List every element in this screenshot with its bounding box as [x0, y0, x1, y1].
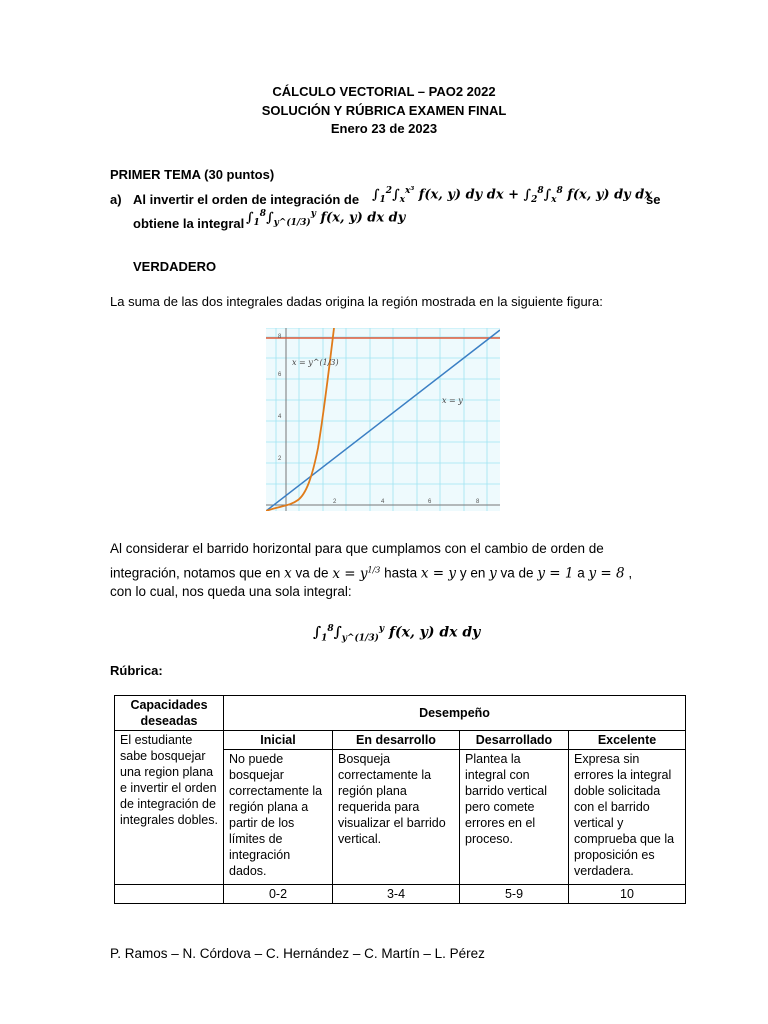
y-tick-6: 6 [278, 372, 282, 378]
level-inicial: Inicial [224, 731, 333, 750]
y-tick-4: 4 [278, 414, 282, 420]
desc-excelente: Expresa sin errores la integral doble solicitada con el barrido vertical y comprueba que la proposición es verdadera. [569, 750, 686, 885]
item-label: a) [110, 192, 122, 207]
tema-heading: PRIMER TEMA (30 puntos) [110, 167, 275, 182]
para-line-3: con lo cual, nos queda una sola integral: [110, 584, 352, 599]
para-line-2: integración, notamos que en x va de $x = y^{1/3}$ hasta x = y y en y va de y = 1 a y = 8 , [110, 565, 633, 582]
final-integral: $\int_1^8\int_{y\^{}(1/3)}^y$ f(x, y) dx dy [313, 624, 481, 644]
level-en-desarrollo: En desarrollo [333, 731, 460, 750]
header-desempeno: Desempeño [224, 696, 686, 731]
region-graph [266, 328, 500, 511]
desc-en-desarrollo: Bosqueja correctamente la región plana requerida para visualizar el barrido vertical. [333, 750, 460, 885]
footer-authors: P. Ramos – N. Córdova – C. Hernández – C. Martín – L. Pérez [110, 946, 485, 961]
answer-true: VERDADERO [133, 259, 217, 274]
statement-part-a: Al invertir el orden de integración de [133, 192, 360, 207]
x-tick-8: 8 [476, 499, 480, 505]
desc-desarrollado: Plantea la integral con barrido vertical pero comete errores en el proceso. [460, 750, 569, 885]
doc-title: CÁLCULO VECTORIAL – PAO2 2022 [272, 84, 496, 99]
desc-inicial: No puede bosquejar correctamente la región plana a partir de los límites de integración dados. [224, 750, 333, 885]
score-excelente: 10 [569, 885, 686, 904]
header-capacidades: Capacidades deseadas [115, 696, 224, 731]
label-line: x = y [442, 396, 463, 405]
statement-part-b: obtiene la integral [133, 216, 245, 231]
label-curve: x = y^(1/3) [292, 358, 339, 367]
statement-se: se [646, 192, 661, 207]
x-tick-6: 6 [428, 499, 432, 505]
para-line-1: Al considerar el barrido horizontal para que cumplamos con el cambio de orden de [110, 541, 604, 556]
rubric-title: Rúbrica: [110, 663, 163, 678]
level-desarrollado: Desarrollado [460, 731, 569, 750]
score-en-desarrollo: 3-4 [333, 885, 460, 904]
inverted-integral: $\int_1^8\int_{y\^{}(1/3)}^y$ f(x, y) dx dy [246, 209, 406, 228]
score-desarrollado: 5-9 [460, 885, 569, 904]
score-inicial: 0-2 [224, 885, 333, 904]
integral-expression: $\int_1^2\int_x^{x^3}$ f(x, y) dy dx + $\int_2^8\int_x^8$ f(x, y) dy dx [372, 186, 653, 205]
y-tick-8: 8 [278, 334, 282, 340]
level-excelente: Excelente [569, 731, 686, 750]
graph-svg [266, 328, 500, 511]
score-empty [115, 885, 224, 904]
y-tick-2: 2 [278, 456, 282, 462]
capacity-description: El estudiante sabe bosquejar una region plana e invertir el orden de integración de integrales dobles. [115, 731, 224, 885]
doc-subtitle: SOLUCIÓN Y RÚBRICA EXAMEN FINAL [261, 103, 507, 118]
rubric-table [114, 695, 686, 904]
x-tick-2: 2 [333, 499, 337, 505]
intro-text: La suma de las dos integrales dadas origina la región mostrada en la siguiente figura: [110, 294, 603, 309]
doc-date: Enero 23 de 2023 [330, 121, 438, 136]
x-tick-4: 4 [381, 499, 385, 505]
